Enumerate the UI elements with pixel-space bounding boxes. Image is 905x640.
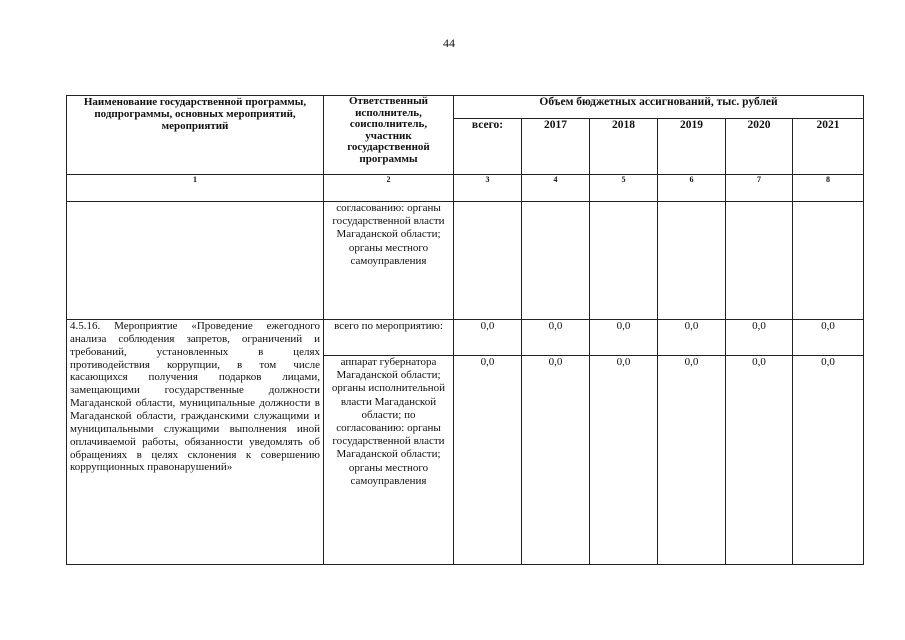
value-cell bbox=[454, 202, 522, 320]
column-number: 2 bbox=[324, 175, 454, 202]
value-cell: 0,0 bbox=[454, 356, 522, 565]
header-executor: Ответственный исполнитель, соисполнитель, участник государственной программы bbox=[324, 96, 454, 175]
value-cell: 0,0 bbox=[658, 320, 726, 356]
executor-cell: аппарат губернатора Магаданской области; органы исполнительной власти Магаданской области; по согласованию: органы государственной власти Магаданской области; органы местного самоуправления bbox=[324, 356, 454, 565]
value-cell bbox=[522, 202, 590, 320]
table-row bbox=[67, 320, 864, 356]
column-number: 4 bbox=[522, 175, 590, 202]
column-number: 5 bbox=[590, 175, 658, 202]
table-row bbox=[67, 202, 864, 320]
activity-name-cell: 4.5.16. Мероприятие «Проведение ежегодного анализа соблюдения запретов, ограничений и требований, установленных в целях противодействия коррупции, в том числе касающихся получения подарков лицами, замещающими государственные должности Магаданской области, муниципальные должности в Магаданской области, гражданскими служащими и муниципальными служащими выполнения иной оплачиваемой работы, обязанности уведомлять об обращениях в целях склонения к совершению коррупционных правонарушений» bbox=[67, 320, 324, 565]
value-cell: 0,0 bbox=[590, 320, 658, 356]
value-cell bbox=[658, 202, 726, 320]
header-year: 2020 bbox=[726, 119, 793, 175]
executor-cell: всего по мероприятию: bbox=[324, 320, 454, 356]
column-number: 1 bbox=[67, 175, 324, 202]
value-cell: 0,0 bbox=[658, 356, 726, 565]
value-cell: 0,0 bbox=[726, 356, 793, 565]
value-cell: 0,0 bbox=[793, 320, 864, 356]
value-cell: 0,0 bbox=[590, 356, 658, 565]
column-numbers-row bbox=[67, 175, 864, 202]
header-year: 2017 bbox=[522, 119, 590, 175]
column-number: 3 bbox=[454, 175, 522, 202]
column-number: 7 bbox=[726, 175, 793, 202]
value-cell: 0,0 bbox=[793, 356, 864, 565]
page-number: 44 bbox=[443, 36, 455, 50]
executor-cell: согласованию: органы государственной власти Магаданской области; органы местного самоуправления bbox=[324, 202, 454, 320]
value-cell: 0,0 bbox=[726, 320, 793, 356]
value-cell bbox=[590, 202, 658, 320]
header-year: 2021 bbox=[793, 119, 864, 175]
header-name: Наименование государственной программы, подпрограммы, основных мероприятий, мероприятий bbox=[67, 96, 324, 175]
budget-table bbox=[66, 95, 864, 565]
header-year: 2018 bbox=[590, 119, 658, 175]
header-row-top bbox=[67, 96, 864, 119]
header-budget-volume: Объем бюджетных ассигнований, тыс. рублей bbox=[454, 96, 864, 119]
value-cell bbox=[726, 202, 793, 320]
value-cell: 0,0 bbox=[522, 320, 590, 356]
value-cell: 0,0 bbox=[454, 320, 522, 356]
value-cell: 0,0 bbox=[522, 356, 590, 565]
column-number: 8 bbox=[793, 175, 864, 202]
header-total: всего: bbox=[454, 119, 522, 175]
header-year: 2019 bbox=[658, 119, 726, 175]
value-cell bbox=[793, 202, 864, 320]
activity-name-cell bbox=[67, 202, 324, 320]
column-number: 6 bbox=[658, 175, 726, 202]
